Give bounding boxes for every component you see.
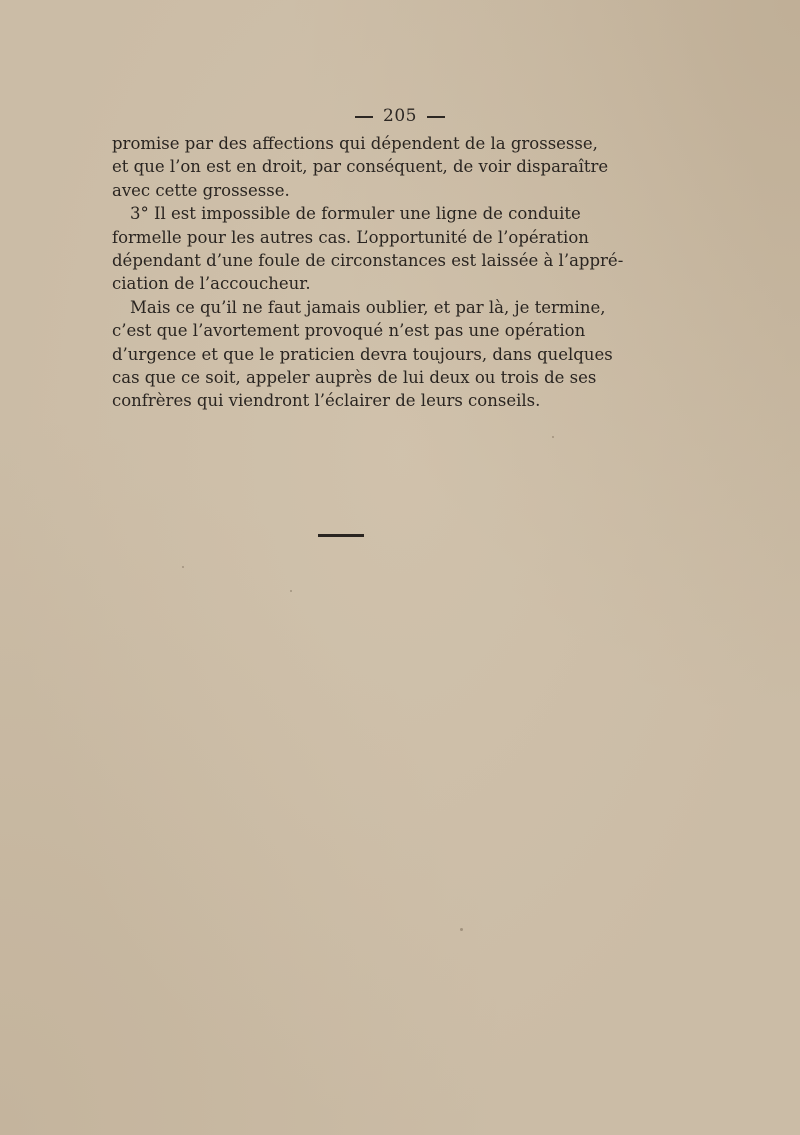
text-line: c’est que l’avortement provoqué n’est pas une opération bbox=[112, 321, 586, 341]
paragraph-1 bbox=[112, 132, 609, 202]
page-number: 205 bbox=[383, 106, 417, 126]
text-line: confrères qui viendront l’éclairer de leurs conseils. bbox=[112, 391, 541, 411]
text-line: promise par des affections qui dépendent de la grossesse, bbox=[112, 134, 598, 153]
text-line: 3° Il est impossible de formuler une ligne de conduite bbox=[130, 204, 581, 224]
text-line: ciation de l’accoucheur. bbox=[112, 274, 311, 294]
paragraph-2 bbox=[112, 202, 624, 296]
dash-left bbox=[355, 116, 373, 118]
page-number-header bbox=[0, 106, 800, 126]
text-line: cas que ce soit, appeler auprès de lui deux ou trois de ses bbox=[112, 368, 597, 388]
text-line: et que l’on est en droit, par conséquent, de voir disparaître bbox=[112, 157, 609, 177]
text-line: d’urgence et que le praticien devra toujours, dans quelques bbox=[112, 344, 613, 364]
text-line: dépendant d’une foule de circonstances est laissée à l’appré- bbox=[112, 251, 624, 271]
body-text bbox=[112, 132, 624, 413]
paper-speck bbox=[552, 436, 554, 438]
text-line: Mais ce qu’il ne faut jamais oublier, et par là, je termine, bbox=[130, 297, 606, 317]
text-line: avec cette grossesse. bbox=[112, 180, 290, 200]
text-line: formelle pour les autres cas. L’opportunité de l’opération bbox=[112, 227, 589, 247]
paper-speck bbox=[460, 928, 463, 931]
dash-right bbox=[427, 116, 445, 118]
paper-speck bbox=[182, 566, 184, 568]
paper-speck bbox=[290, 590, 292, 592]
paragraph-3 bbox=[112, 296, 613, 413]
end-rule bbox=[318, 534, 364, 537]
